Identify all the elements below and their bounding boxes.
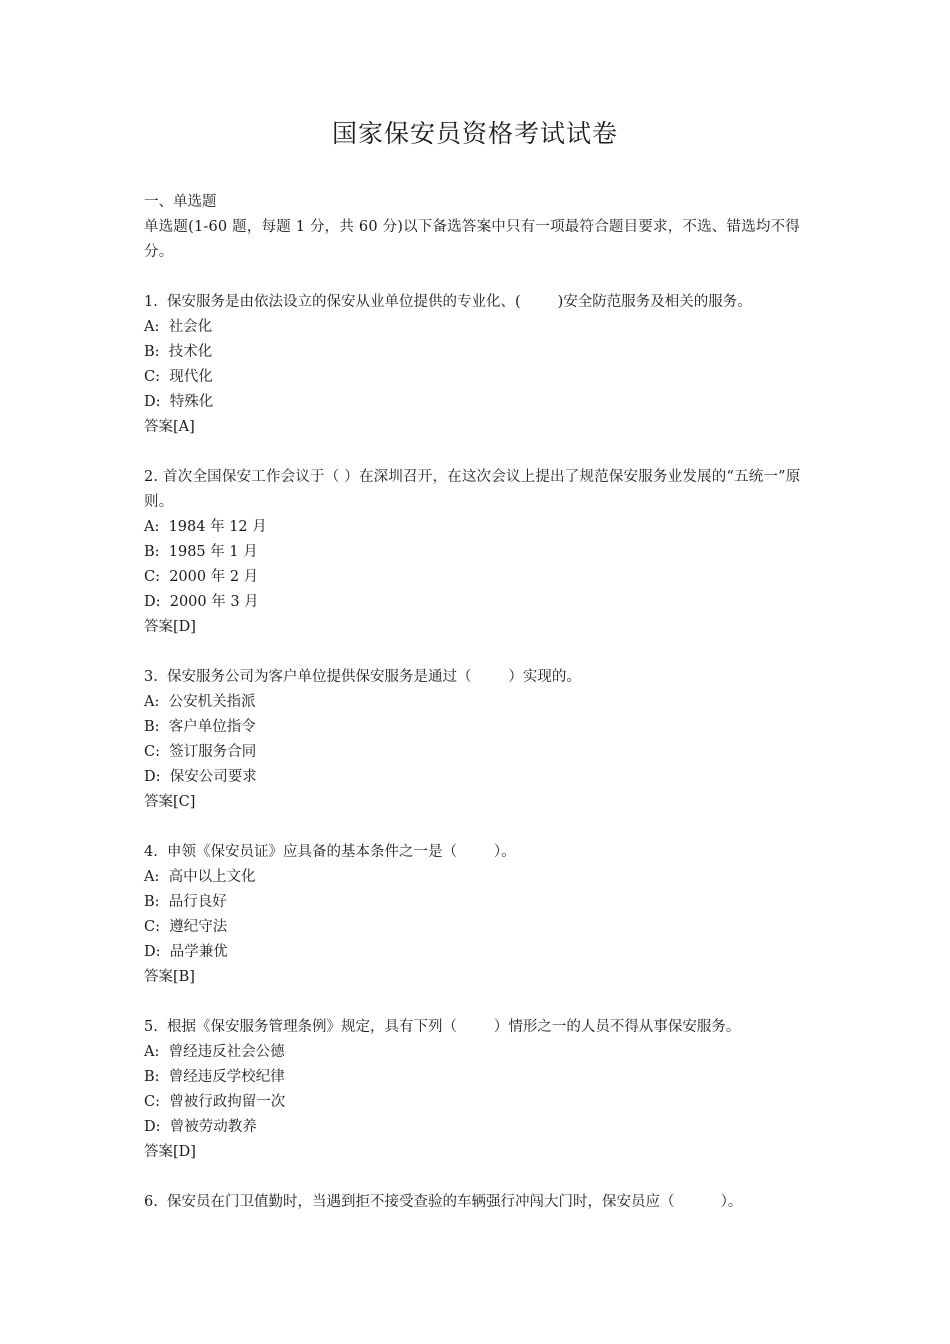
question-stem: 1. 保安服务是由依法设立的保安从业单位提供的专业化、( )安全防范服务及相关的服务。 (144, 294, 752, 310)
option-d: D: 品学兼优 (144, 944, 228, 960)
option-a: A: 公安机关指派 (144, 694, 256, 710)
option-a: A: 曾经违反社会公德 (144, 1044, 285, 1060)
page-title: 国家保安员资格考试试卷 (331, 119, 618, 148)
option-b: B: 曾经违反学校纪律 (144, 1069, 285, 1085)
spacer (144, 265, 812, 290)
option-d: D: 特殊化 (144, 394, 214, 410)
question-stem: 4. 申领《保安员证》应具备的基本条件之一是（ ）。 (144, 844, 516, 860)
question-6 (144, 1190, 812, 1215)
option-b: B: 技术化 (144, 344, 213, 360)
question-stem: 3. 保安服务公司为客户单位提供保安服务是通过（ ）实现的。 (144, 669, 581, 685)
option-c: C: 2000 年 2 月 (144, 569, 259, 585)
question-5 (144, 1015, 812, 1165)
answer: 答案[B] (144, 969, 195, 985)
spacer (144, 815, 812, 840)
question-2 (144, 465, 812, 640)
option-d: D: 保安公司要求 (144, 769, 257, 785)
answer: 答案[D] (144, 1144, 196, 1160)
spacer (144, 1165, 812, 1190)
option-a: A: 1984 年 12 月 (144, 519, 267, 535)
option-a: A: 社会化 (144, 319, 213, 335)
option-d: D: 曾被劳动教养 (144, 1119, 257, 1135)
spacer (144, 990, 812, 1015)
answer: 答案[C] (144, 794, 196, 810)
question-3 (144, 665, 812, 815)
answer: 答案[D] (144, 619, 196, 635)
question-1 (144, 290, 812, 440)
spacer (144, 640, 812, 665)
question-stem: 5. 根据《保安服务管理条例》规定，具有下列（ ）情形之一的人员不得从事保安服务。 (144, 1019, 741, 1035)
option-b: B: 1985 年 1 月 (144, 544, 258, 560)
answer: 答案[A] (144, 419, 195, 435)
option-c: C: 签订服务合同 (144, 744, 257, 760)
question-4 (144, 840, 812, 990)
spacer (144, 440, 812, 465)
question-stem: 2. 首次全国保安工作会议于（ ）在深圳召开，在这次会议上提出了规范保安服务业发展的“五统一”原则。 (144, 469, 801, 510)
exam-content (144, 190, 812, 1215)
option-c: C: 曾被行政拘留一次 (144, 1094, 286, 1110)
section-instructions: 单选题(1-60 题，每题 1 分，共 60 分)以下备选答案中只有一项最符合题目要求，不选、错选均不得分。 (144, 219, 801, 260)
option-c: C: 遵纪守法 (144, 919, 228, 935)
section-heading: 一、单选题 (144, 194, 217, 210)
question-stem: 6. 保安员在门卫值勤时，当遇到拒不接受查验的车辆强行冲闯大门时，保安员应（ ）。 (144, 1194, 743, 1210)
option-b: B: 品行良好 (144, 894, 227, 910)
option-b: B: 客户单位指令 (144, 719, 256, 735)
option-c: C: 现代化 (144, 369, 213, 385)
option-d: D: 2000 年 3 月 (144, 594, 259, 610)
option-a: A: 高中以上文化 (144, 869, 256, 885)
